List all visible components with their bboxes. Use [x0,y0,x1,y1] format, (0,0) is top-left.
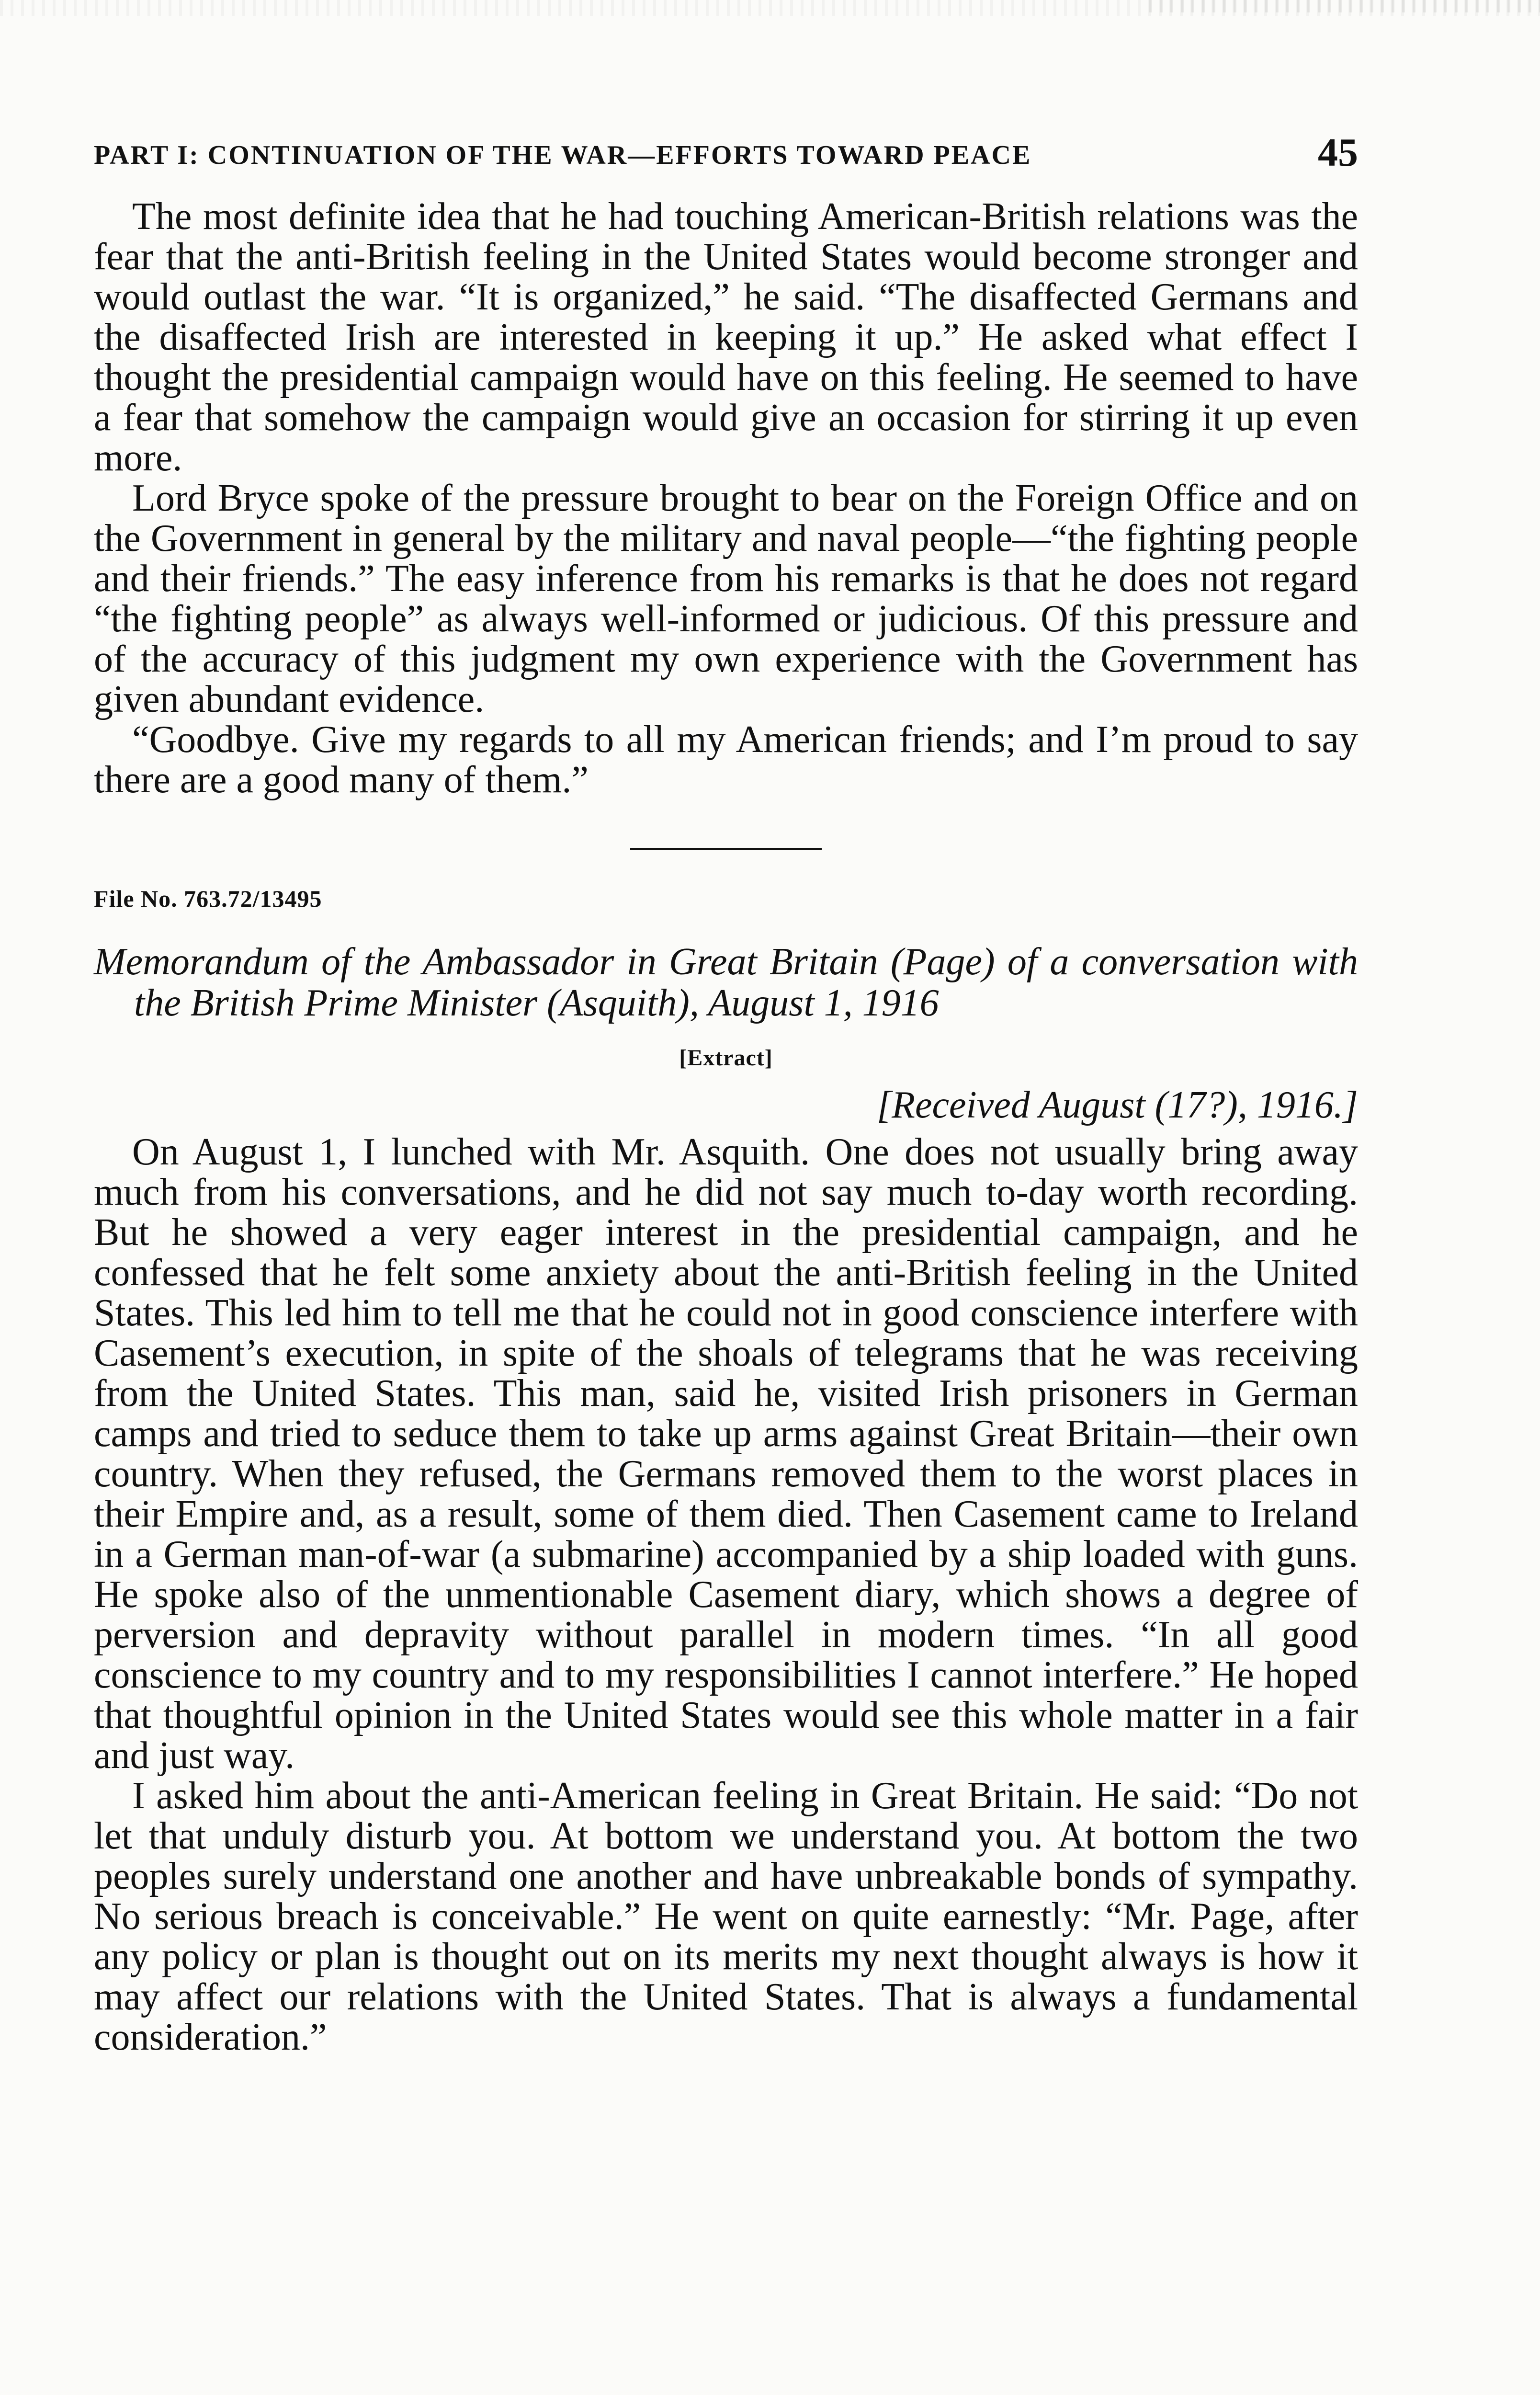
section-1-body [94,196,1358,800]
running-header [94,129,1358,182]
running-title: PART I: CONTINUATION OF THE WAR—EFFORTS TOWARD PEACE [94,140,1032,170]
paragraph: “Goodbye. Give my regards to all my American friends; and I’m proud to say there are a good many of them.” [94,718,1358,801]
page-number: 45 [1318,130,1358,175]
memorandum-title: Memorandum of the Ambassador in Great Britain (Page) of a conversation with the British Prime Minister (Asquith), August 1, 1916 [94,941,1358,1024]
paragraph: I asked him about the anti-American feeling in Great Britain. He said: “Do not let that unduly disturb you. At bottom we understand you. At bottom the two peoples surely understand one another and have unbreakable bonds of sympathy. No serious breach is conceivable.” He went on quite earnestly: “Mr. Page, after any policy or plan is thought out on its merits my next thought always is how it may affect our relations with the United States. That is always a fundamental consideration.” [94,1775,1358,2058]
paragraph: The most definite idea that he had touching American-British relations was the fear that the anti-British feeling in the United States would become stronger and would outlast the war. “It is organized,” he said. “The disaffected Germans and the disaffected Irish are interested in keeping it up.” He asked what effect I thought the presidential campaign would have on this feeling. He seemed to have a fear that somehow the campaign would give an occasion for stirring it up even more. [94,195,1358,479]
paragraph: Lord Bryce spoke of the pressure brought to bear on the Foreign Office and on the Government in general by the military and naval people—“the fighting people and their friends.” The easy inference from his remarks is that he does not regard “the fighting people” as always well-informed or judicious. Of this pressure and of the accuracy of this judgment my own experience with the Government has given abundant evidence. [94,477,1358,720]
extract-label: [Extract] [679,1045,773,1071]
file-number: File No. 763.72/13495 [94,885,322,912]
document-page [94,129,1358,2057]
section-divider [630,848,822,850]
received-date: [Received August (17?), 1916.] [877,1084,1358,1126]
paragraph: On August 1, I lunched with Mr. Asquith. One does not usually bring away much from his conversations, and he did not say much to-day worth recording. But he showed a very eager interest in the presidential campaign, and he confessed that he felt some anxiety about the anti-British feeling in the United States. This led him to tell me that he could not in good conscience interfere with Casement’s execution, in spite of the shoals of telegrams that he was receiving from the United States. This man, said he, visited Irish prisoners in German camps and tried to seduce them to take up arms against Great Britain—their own country. When they refused, the Germans removed them to the worst places in their Empire and, as a result, some of them died. Then Casement came to Ireland in a German man-of-war (a submarine) accompanied by a ship loaded with guns. He spoke also of the unmentionable Casement diary, which shows a degree of perversion and depravity without parallel in modern times. “In all good conscience to my country and to my responsibilities I cannot interfere.” He hoped that thoughtful opinion in the United States would see this whole matter in a fair and just way. [94,1131,1358,1777]
memorandum-body [94,1132,1358,2057]
scan-edge-noise-right [1149,0,1540,12]
